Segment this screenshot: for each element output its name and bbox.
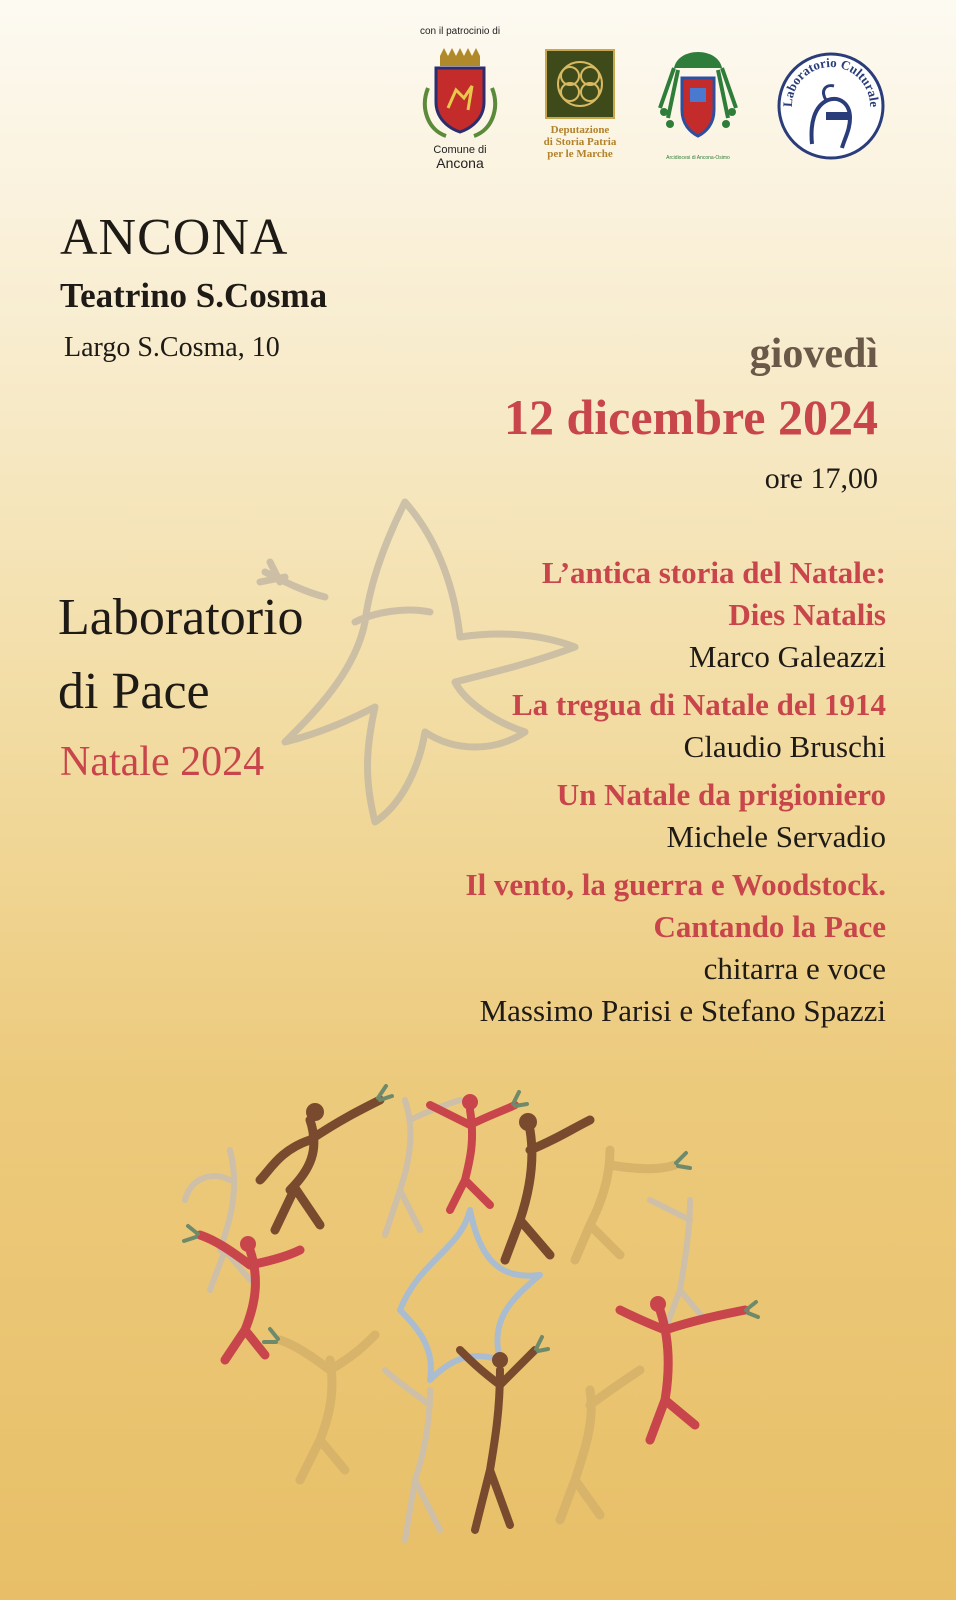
event-title-line2: di Pace (58, 663, 210, 720)
program-item (266, 864, 886, 1032)
venue-address: Largo S.Cosma, 10 (64, 332, 280, 363)
deputazione-caption-line2: di Storia Patria (543, 136, 617, 149)
venue-name: Teatrino S.Cosma (60, 276, 328, 315)
coat-of-arms-icon (420, 48, 500, 140)
ecclesiastical-arms-icon (654, 48, 742, 152)
program-list (266, 552, 886, 1038)
laboratorio-culturale-arc-label: Laboratorio Culturale (779, 54, 883, 108)
event-subtitle: Natale 2024 (60, 739, 265, 785)
talk-title: Dies Natalis (728, 597, 886, 632)
speaker-name: Massimo Parisi e Stefano Spazzi (479, 993, 886, 1028)
event-date: 12 dicembre 2024 (503, 389, 878, 445)
comune-caption-line1: Comune di (433, 144, 487, 156)
patronage-caption: con il patrocinio di (420, 26, 501, 37)
speaker-name: Michele Servadio (666, 819, 886, 854)
city-name: ANCONA (60, 209, 289, 266)
talk-title: Un Natale da prigioniero (556, 777, 886, 812)
talk-title: Il vento, la guerra e Woodstock. (465, 867, 886, 902)
speaker-name: Marco Galeazzi (688, 639, 886, 674)
deputazione-caption-line1: Deputazione (550, 124, 610, 136)
laboratorio-culturale-logo (776, 44, 886, 172)
deputazione-logo (532, 48, 628, 160)
talk-title: L’antica storia del Natale: (541, 555, 886, 590)
comune-ancona-logo (420, 48, 500, 171)
event-time: ore 17,00 (764, 462, 878, 495)
program-item (266, 684, 886, 768)
arcidiocesi-caption: Arcidiocesi di Ancona-Osimo (666, 155, 730, 161)
program-item (266, 552, 886, 678)
deputazione-emblem-icon (532, 48, 628, 120)
event-title-line1: Laboratorio (58, 589, 304, 646)
event-weekday: giovedì (749, 331, 878, 377)
dancing-figures-illustration (170, 1060, 780, 1580)
talk-title: Cantando la Pace (653, 909, 886, 944)
speaker-name: Claudio Bruschi (683, 729, 886, 764)
program-item (266, 774, 886, 858)
performance-note: chitarra e voce (703, 951, 886, 986)
laboratorio-culturale-emblem-icon (776, 44, 886, 168)
deputazione-caption-line3: per le Marche (547, 148, 613, 161)
arcidiocesi-logo (654, 48, 742, 162)
comune-caption-line2: Ancona (436, 155, 484, 172)
talk-title: La tregua di Natale del 1914 (512, 687, 886, 722)
